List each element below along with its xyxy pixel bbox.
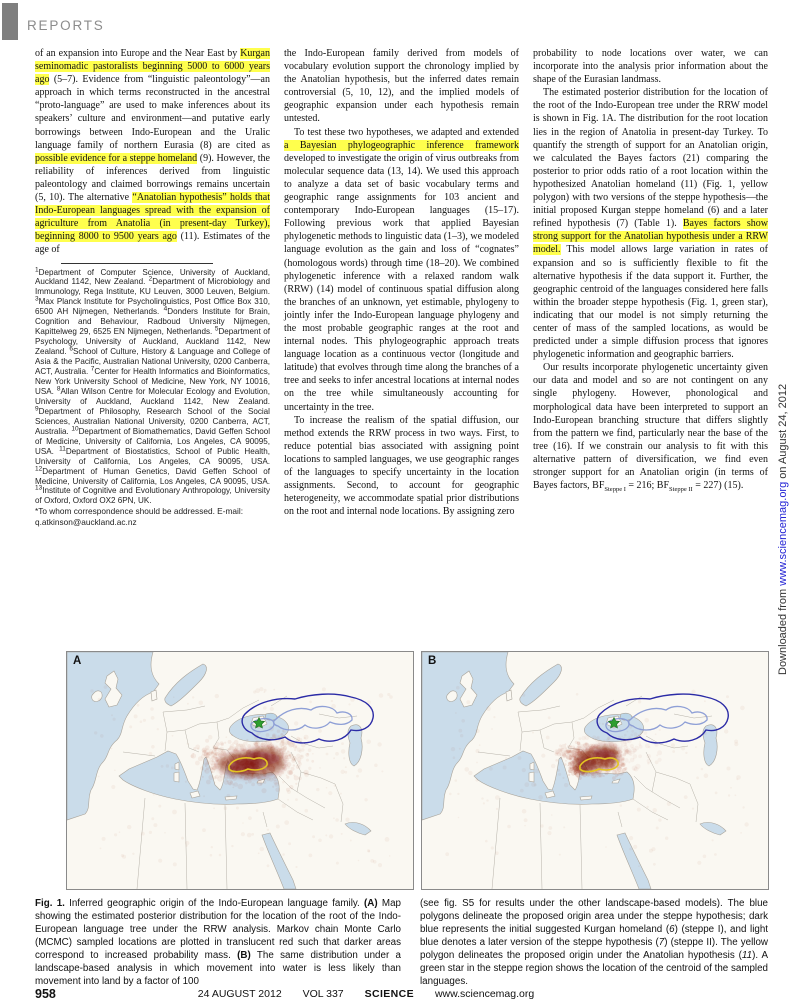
body-paragraph: Our results incorporate phylogenetic uncertainty given our data and model and so are not contingent on any single phylogeny. However, phonological and morphological data have been interpreted to support an Indo-European branching structure that differs slightly from the pattern we find, particularly near the base of the tree (16). If we constrain our analysis to fit with this alternative pattern of diversification, we find even stronger support for an Anatolian origin (in terms of Bayes factors, $BF_{Steppe I} = 216$; $BF_{Steppe II} = 227$) (15). bbox=[533, 362, 768, 494]
article-body bbox=[35, 47, 768, 649]
panel-a-label: A bbox=[73, 655, 82, 667]
body-paragraph: of an expansion into Europe and the Near East by Kurgan seminomadic pastoralists beginning 5000 to 6000 years ago (5–7). Evidence from “linguistic paleontology”—an approach in which terms reconstructed in the ancestral “proto-language” are used to make inferences about its speakers’ culture and environment—and putative early borrowings between Indo-European and the Uralic language family of northern Eurasia (8) are cited as possible evidence for a steppe homeland (9). However, the reliability of inferences derived from linguistic paleontology and claimed borrowings remains uncertain (5, 10). The alternative “Anatolian hypothesis” holds that Indo-European languages spread with the expansion of agriculture from Anatolia (in present-day Turkey), beginning 8000 to 9500 years ago (11). Estimates of the age of bbox=[35, 48, 270, 256]
section-masthead bbox=[2, 3, 105, 40]
download-sidebar-note bbox=[777, 283, 789, 675]
article-column-2 bbox=[284, 47, 519, 649]
body-paragraph: the Indo-European family derived from models of vocabulary evolution support the chronology implied by the Anatolian hypothesis, but the inferred dates remain controversial (5, 10, 12), and the implied models of geographic expansion under each hypothesis remain untested. bbox=[284, 48, 519, 125]
map-a-graphic bbox=[67, 652, 413, 889]
article-column-3 bbox=[533, 47, 768, 649]
page-footer bbox=[0, 986, 792, 1001]
body-paragraph: The estimated posterior distribution for the location of the root of the Indo-European tree under the RRW model is shown in Fig. 1A. The distribution for the root location lies in the region of Anatolia in present-day Turkey. To quantify the strength of support for an Anatolian origin, we calculated the Bayes factors (21) comparing the posterior to prior odds ratio of a root location within the hypothesized Anatolian homeland (11) (Fig. 1, yellow polygon) with two versions of the steppe hypothesis—the initial proposed Kurgan steppe homeland (6) and a later refined hypothesis (7) (Table 1). Bayes factors show strong support for the Anatolian hypothesis under a RRW model. This model allows large variation in rates of expansion and so is sufficiently flexible to fit the alternative hypothesis if the data support it. Further, the geographic centroid of the languages considered here falls within the broader steppe hypothesis (Fig. 1, green star), indicating that our model is not simply returning the center of mass of the sampled locations, as would be predicted under a simple diffusion process that ignores phylogenetic information and geographic barriers. bbox=[533, 87, 768, 361]
map-panel-a bbox=[66, 651, 414, 890]
section-title: REPORTS bbox=[27, 18, 105, 33]
footer-volume: VOL 337 bbox=[302, 988, 344, 1000]
footer-site-link[interactable]: www.sciencemag.org bbox=[434, 988, 535, 1000]
body-paragraph: To test these two hypotheses, we adapted and extended a Bayesian phylogeographic inference framework developed to investigate the origin of virus outbreaks from molecular sequence data (13, 14). We used this approach to analyze a data set of basic vocabulary terms and geographic range assignments for 103 ancient and contemporary Indo-European languages (15–17). Following previous work that applied Bayesian phylogenetic methods to linguistic data (1–3), we modeled language evolution as the gain and loss of “cognates” (homologous words) through time (18–20). We combined phylogenetic inference with a relaxed random walk (RRW) (14) model of continuous spatial diffusion along the branches of an unknown, yet estimable, phylogeny to jointly infer the Indo-European language phylogeny and the most probable geographic ranges at the root and internal nodes. This phylogeographic approach treats language location as a continuous vector (longitude and latitude) that evolves through time along the branches of a tree and seeks to infer ancestral locations at internal nodes on the tree while simultaneously accounting for uncertainty in the tree. bbox=[284, 126, 519, 413]
caption-right-column: (see fig. S5 for results under the other landscape-based models). The blue polygons delineate the proposed origin area under the steppe hypothesis; dark blue represents the initial suggested Kurgan homeland (6) (steppe I), and light blue denotes a later version of the steppe hypothesis (7) (steppe II). The yellow polygon delineates the proposed origin under the Anatolian hypothesis (11). A green star in the steppe region shows the location of the centroid of the sampled languages. bbox=[420, 898, 769, 987]
download-note-prefix: Downloaded from bbox=[777, 585, 789, 675]
article-column-1 bbox=[35, 47, 270, 649]
footer-journal-name: SCIENCE bbox=[364, 988, 415, 1000]
panel-b-label: B bbox=[428, 655, 437, 667]
map-panel-b bbox=[421, 651, 769, 890]
footnote-divider bbox=[61, 263, 213, 264]
figure-1 bbox=[66, 651, 769, 890]
body-paragraph: probability to node locations over water, we can incorporate into the analysis prior information about the shape of the Eurasian landmass. bbox=[533, 48, 768, 86]
section-banner-block-icon bbox=[2, 3, 18, 40]
figure-caption bbox=[35, 897, 768, 988]
footer-center bbox=[0, 988, 732, 1000]
body-paragraph: To increase the realism of the spatial diffusion, our method extends the RRW process in two ways. First, to reduce potential bias associated with assigning point locations to sampled languages, we use geographic ranges of the languages to specify uncertainty in the location assignments. Second, to account for geographic heterogeneity, we accommodate spatial prior distributions on the root and internal node locations. By assigning zero bbox=[284, 414, 519, 518]
footer-date: 24 AUGUST 2012 bbox=[197, 988, 282, 1000]
map-b-graphic bbox=[422, 652, 768, 889]
affiliations-footnote: $^1$Department of Computer Science, University of Auckland, Auckland 1142, New Zealand. $^2$Department of Microbiology and Immunology, Rega Institute, KU Leuven, 3000 Leuven, Belgium. $^3$Max Planck Institute for Psycholinguistics, Post Office Box 310, 6500 AH Nijmegen, Netherlands. $^4$Donders Institute for Brain, Cognition and Behaviour, Radboud University Nijmegen, Kapittelweg 29, 6525 EN Nijmegen, Netherlands. $^5$Department of Psychology, University of Auckland, Auckland 1142, New Zealand. $^6$School of Culture, History & Language and College of Asia & the Pacific, Australian National University, 0200 Canberra, ACT, Australia. $^7$Center for Health Informatics and Bioinformatics, New York University School of Medicine, New York, NY 10016, USA. $^8$Allan Wilson Centre for Molecular Ecology and Evolution, University of Auckland, Auckland 1142, New Zealand. $^9$Department of Philosophy, Research School of the Social Sciences, Australian National University, 0200 Canberra, ACT, Australia. $^{10}$Department of Biomathematics, David Geffen School of Medicine, University of California, Los Angeles, CA 90095, USA. $^{11}$Department of Biostatistics, School of Public Health, University of California, Los Angeles, CA 90095, USA. $^{12}$Department of Human Genetics, David Geffen School of Medicine, University of California, Los Angeles, CA 90095, USA. $^{13}$Institute of Cognitive and Evolutionary Anthropology, University of Oxford, Oxford OX2 6PN, UK. bbox=[35, 265, 270, 506]
correspondence-note: *To whom correspondence should be addressed. E-mail: q.atkinson@auckland.ac.nz bbox=[35, 506, 243, 527]
download-note-suffix: on August 24, 2012 bbox=[777, 383, 789, 482]
sciencemag-link[interactable]: www.sciencemag.org bbox=[777, 481, 789, 586]
caption-left-column: Fig. 1. Inferred geographic origin of the Indo-European language family. (A) Map showing the estimated posterior distribution for the location of the root of the Indo-European language tree under the RRW analysis. Markov chain Monte Carlo (MCMC) sampled locations are plotted in translucent red such that darker areas correspond to increased probability mass. (B) The same distribution under a landscape-based analysis in which movement into water is less likely than movement into land by a factor of 100 bbox=[35, 898, 402, 987]
page-number: 958 bbox=[35, 987, 56, 1001]
